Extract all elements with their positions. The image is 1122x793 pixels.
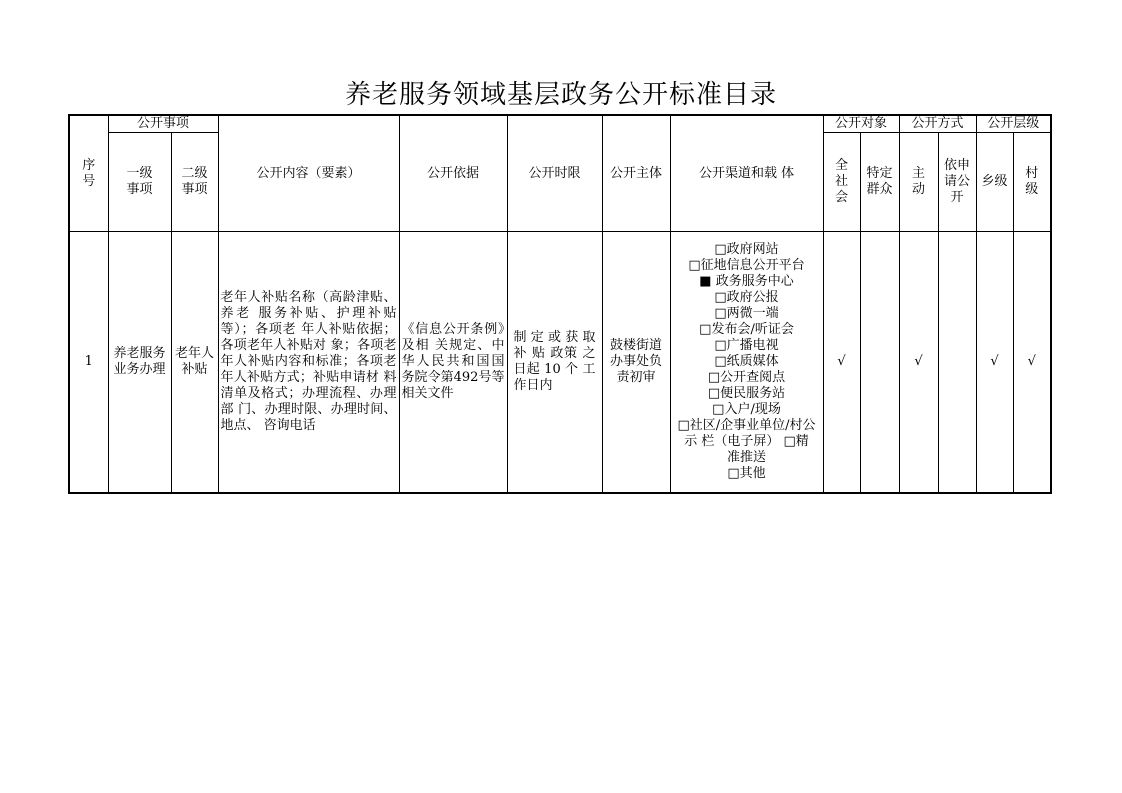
channel-item: □公开查阅点 [707, 370, 786, 385]
header-method-request: 依申请公开 [938, 133, 976, 232]
channel-item: □两微一端 [714, 306, 779, 321]
header-item-group: 公开事项 [108, 115, 218, 133]
row-target-all: √ [823, 232, 860, 494]
header-channels: 公开渠道和载 体 [670, 115, 823, 232]
header-level2: 二级事项 [171, 133, 218, 232]
header-seq: 序号 [69, 115, 108, 232]
header-time-limit: 公开时限 [507, 115, 602, 232]
row-method-request [938, 232, 976, 494]
header-level-group: 公开层级 [976, 115, 1051, 133]
row-target-specific [860, 232, 899, 494]
channel-item: □发布会/听证会 [699, 322, 794, 337]
channel-item: □入户/现场 [712, 402, 781, 417]
header-basis: 公开依据 [399, 115, 507, 232]
row-level-village: √ [1013, 232, 1051, 494]
channel-item: 示 栏（电子屏） □精 [684, 434, 809, 449]
header-method-active: 主动 [899, 133, 938, 232]
row-seq: 1 [69, 232, 108, 494]
channel-item: □征地信息公开平台 [688, 258, 805, 273]
row-method-active: √ [899, 232, 938, 494]
channel-item: □政府网站 [714, 242, 779, 257]
header-target-all: 全社会 [823, 133, 860, 232]
channel-item: □便民服务站 [707, 386, 786, 401]
row-subject: 鼓楼街道办事处负责初审 [602, 232, 670, 494]
row-channels [670, 232, 823, 494]
channel-list [673, 242, 821, 482]
header-target-specific: 特定群众 [860, 133, 899, 232]
page-title: 养老服务领域基层政务公开标准目录 [344, 80, 777, 110]
row-level2: 老年人补贴 [171, 232, 218, 494]
header-level-village: 村级 [1013, 133, 1051, 232]
row-level1: 养老服务业务办理 [108, 232, 171, 494]
header-level-township: 乡级 [976, 133, 1013, 232]
row-level-township: √ [976, 232, 1013, 494]
channel-item: □社区/企事业单位/村公 [677, 418, 816, 433]
header-level1: 一级 事项 [108, 133, 171, 232]
header-method-group: 公开方式 [899, 115, 976, 133]
table-row [69, 232, 1051, 494]
header-content: 公开内容（要素） [218, 115, 399, 232]
channel-item: □政府公报 [714, 290, 779, 305]
channel-item: ■ 政务服务中心 [699, 274, 794, 289]
header-target-group: 公开对象 [823, 115, 899, 133]
channel-item: 准推送 [727, 450, 767, 465]
row-basis: 《信息公开条例》及相 关规定、中华人民共和国国务院令第492号等相关文件 [399, 232, 507, 494]
header-subject: 公开主体 [602, 115, 670, 232]
disclosure-catalog-table [68, 114, 1052, 494]
row-time-limit: 制 定 或 获 取 补 贴 政策 之 日起 10 个 工 作日内 [507, 232, 602, 494]
row-content: 老年人补贴名称（高龄津贴、养老 服务补贴、护理补贴等）；各项老 年人补贴依据；各项老年人补贴对 象；各项老年人补贴内容和标准；各项老年人补贴方式；补贴申请材 料清单及格式；办理流程、办理部 门、办理时限、办理时间、地点、 咨询电话 [218, 232, 399, 494]
channel-item: □广播电视 [714, 338, 779, 353]
channel-item: □纸质媒体 [714, 354, 779, 369]
channel-item: □其他 [727, 466, 766, 481]
